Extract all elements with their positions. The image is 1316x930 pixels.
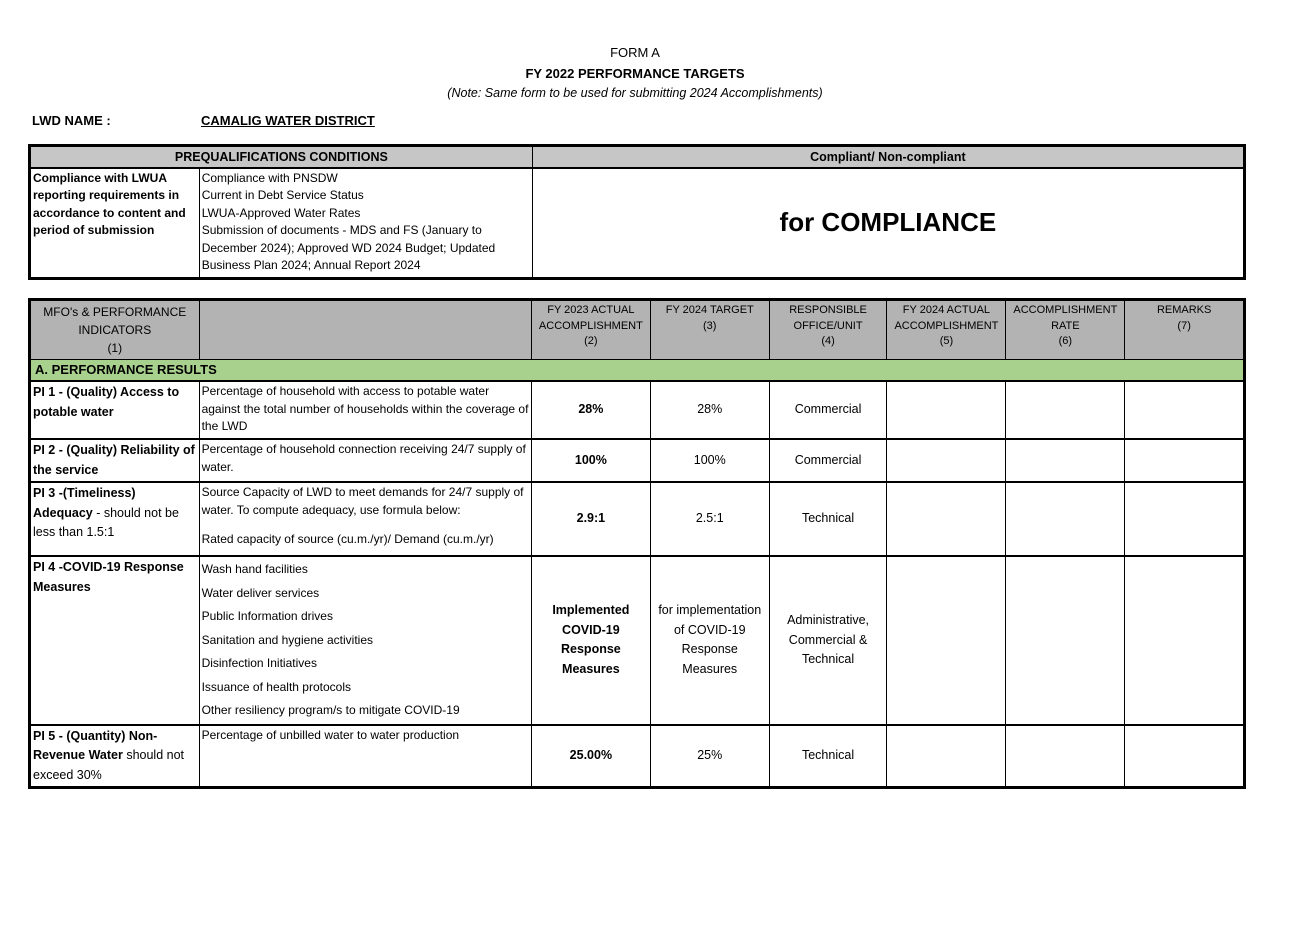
- measures-cell: [199, 556, 531, 725]
- description-cell: Percentage of household with access to potable water against the total number of households within the coverage of the LWD: [199, 381, 531, 439]
- fy2024-actual-cell: [887, 439, 1006, 482]
- header-mfo: [30, 300, 200, 360]
- indicator-note: - should not be less than 1.5:1: [33, 505, 179, 539]
- indicator-title: PI 1 - (Quality) Access to potable water: [33, 385, 180, 419]
- section-row: [30, 360, 1245, 382]
- header-fy2024-target-label: FY 2024 TARGET: [665, 304, 754, 316]
- header-mfo-num: (1): [107, 341, 123, 355]
- indicator-title: PI 3 -(Timeliness) Adequacy: [33, 486, 136, 520]
- header-fy2024-target-num: (3): [703, 319, 717, 332]
- table-row: [30, 556, 1245, 725]
- table-row: [30, 381, 1245, 439]
- measure-item: Public Information drives: [201, 609, 333, 623]
- fy2024-target-cell: 25%: [650, 725, 769, 788]
- fy2024-actual-cell: [887, 725, 1006, 788]
- document-item: Compliance with PNSDW: [201, 170, 338, 185]
- header-remarks-num: (7): [1177, 319, 1191, 332]
- lwd-name-value: CAMALIG WATER DISTRICT: [201, 113, 375, 128]
- header-fy2024-actual-label: FY 2024 ACTUAL ACCOMPLISHMENT: [894, 304, 999, 332]
- remarks-cell: [1125, 482, 1245, 556]
- compliance-header: Compliant/ Non-compliant: [532, 146, 1244, 168]
- header-blank: [199, 300, 531, 360]
- indicator-cell: [30, 381, 200, 439]
- fy2024-target-cell: 100%: [650, 439, 769, 482]
- fy2024-actual-cell: [887, 556, 1006, 725]
- header-fy2024-actual: [887, 300, 1006, 360]
- prequalifications-header: PREQUALIFICATIONS CONDITIONS: [30, 146, 533, 168]
- header-office-label: RESPONSIBLE OFFICE/UNIT: [789, 304, 867, 332]
- header-mfo-label: MFO's & PERFORMANCE INDICATORS: [43, 305, 187, 337]
- lwd-name-label: LWD NAME :: [32, 113, 111, 128]
- rate-cell: [1006, 556, 1125, 725]
- section-title: A. PERFORMANCE RESULTS: [30, 360, 1245, 382]
- header-fy2023-label: FY 2023 ACTUAL ACCOMPLISHMENT: [538, 304, 643, 332]
- measure-item: Issuance of health protocols: [201, 679, 351, 694]
- office-cell: Technical: [769, 725, 887, 788]
- header-fy2023: [531, 300, 650, 360]
- office-cell: Commercial: [769, 439, 887, 482]
- indicator-title: PI 5 - (Quantity) Non-Revenue Water: [33, 728, 158, 762]
- fy2023-cell: 25.00%: [531, 725, 650, 788]
- table-header-row: [30, 300, 1245, 360]
- fy2024-target-cell: 28%: [650, 381, 769, 439]
- form-note: (Note: Same form to be used for submitting 2024 Accomplishments): [447, 86, 823, 100]
- measure-item: Water deliver services: [201, 585, 320, 600]
- office-cell: Commercial: [769, 381, 887, 439]
- rate-cell: [1006, 381, 1125, 439]
- rate-cell: [1006, 482, 1125, 556]
- office-cell: Administrative, Commercial & Technical: [769, 556, 887, 725]
- lwd-name-row: [32, 113, 375, 128]
- header-rate-num: (6): [1058, 335, 1073, 347]
- description-cell: [199, 482, 531, 556]
- indicator-cell: [30, 482, 200, 556]
- header-remarks: [1125, 300, 1245, 360]
- fy2024-target-cell: 2.5:1: [650, 482, 769, 556]
- indicator-cell: [30, 439, 200, 482]
- rate-cell: [1006, 439, 1125, 482]
- indicator-title: PI 4 -COVID-19 Response Measures: [33, 560, 184, 594]
- description-cell: Percentage of unbilled water to water production: [199, 725, 531, 788]
- indicator-title: PI 2 - (Quality) Reliability of the service: [33, 443, 195, 477]
- measure-item: Wash hand facilities: [201, 562, 308, 576]
- table-row: [30, 439, 1245, 482]
- compliance-status: for COMPLIANCE: [532, 168, 1244, 279]
- measure-item: Disinfection Initiatives: [201, 656, 317, 670]
- header-remarks-label: REMARKS: [1156, 304, 1212, 316]
- description-text: Source Capacity of LWD to meet demands for 24/7 supply of water. To compute adequacy, use formula below:: [201, 485, 524, 517]
- fy2023-cell: Implemented COVID-19 Response Measures: [531, 556, 650, 725]
- table-row: [30, 725, 1245, 788]
- indicator-note: should not exceed 30%: [33, 748, 185, 782]
- header-office: [769, 300, 887, 360]
- office-cell: Technical: [769, 482, 887, 556]
- header-rate: [1006, 300, 1125, 360]
- document-item: Submission of documents - MDS and FS (January to December 2024); Approved WD 2024 Budget; Updated Business Plan 2024; Annual Report 2024: [201, 223, 496, 272]
- table-row: [30, 482, 1245, 556]
- rate-cell: [1006, 725, 1125, 788]
- indicator-cell: [30, 556, 200, 725]
- measure-item: Other resiliency program/s to mitigate COVID-19: [201, 703, 460, 717]
- prequalification-documents: [199, 168, 532, 279]
- fy2023-cell: 28%: [531, 381, 650, 439]
- header-fy2024-actual-num: (5): [939, 335, 954, 347]
- header-rate-label: ACCOMPLISHMENT RATE: [1013, 304, 1118, 332]
- performance-table: [28, 298, 1246, 789]
- description-formula: Rated capacity of source (cu.m./yr)/ Demand (cu.m./yr): [201, 532, 494, 546]
- indicator-cell: [30, 725, 200, 788]
- description-cell: Percentage of household connection receiving 24/7 supply of water.: [199, 439, 531, 482]
- document-item: Current in Debt Service Status: [201, 188, 364, 202]
- prequalifications-table: [28, 144, 1246, 280]
- form-header: [0, 44, 1270, 102]
- form-label: FORM A: [610, 45, 660, 60]
- fy2024-target-cell: for implementation of COVID-19 Response Measures: [650, 556, 769, 725]
- remarks-cell: [1125, 439, 1245, 482]
- header-fy2023-num: (2): [584, 335, 598, 347]
- fy2024-actual-cell: [887, 381, 1006, 439]
- header-fy2024-target: [650, 300, 769, 360]
- measure-item: Sanitation and hygiene activities: [201, 632, 374, 647]
- header-office-num: (4): [821, 335, 835, 347]
- prequalification-condition: Compliance with LWUA reporting requirements in accordance to content and period of submission: [30, 168, 200, 279]
- remarks-cell: [1125, 725, 1245, 788]
- fy2023-cell: 100%: [531, 439, 650, 482]
- fy2023-cell: 2.9:1: [531, 482, 650, 556]
- remarks-cell: [1125, 556, 1245, 725]
- fy2024-actual-cell: [887, 482, 1006, 556]
- remarks-cell: [1125, 381, 1245, 439]
- document-item: LWUA-Approved Water Rates: [201, 205, 361, 220]
- page-title: FY 2022 PERFORMANCE TARGETS: [525, 66, 745, 81]
